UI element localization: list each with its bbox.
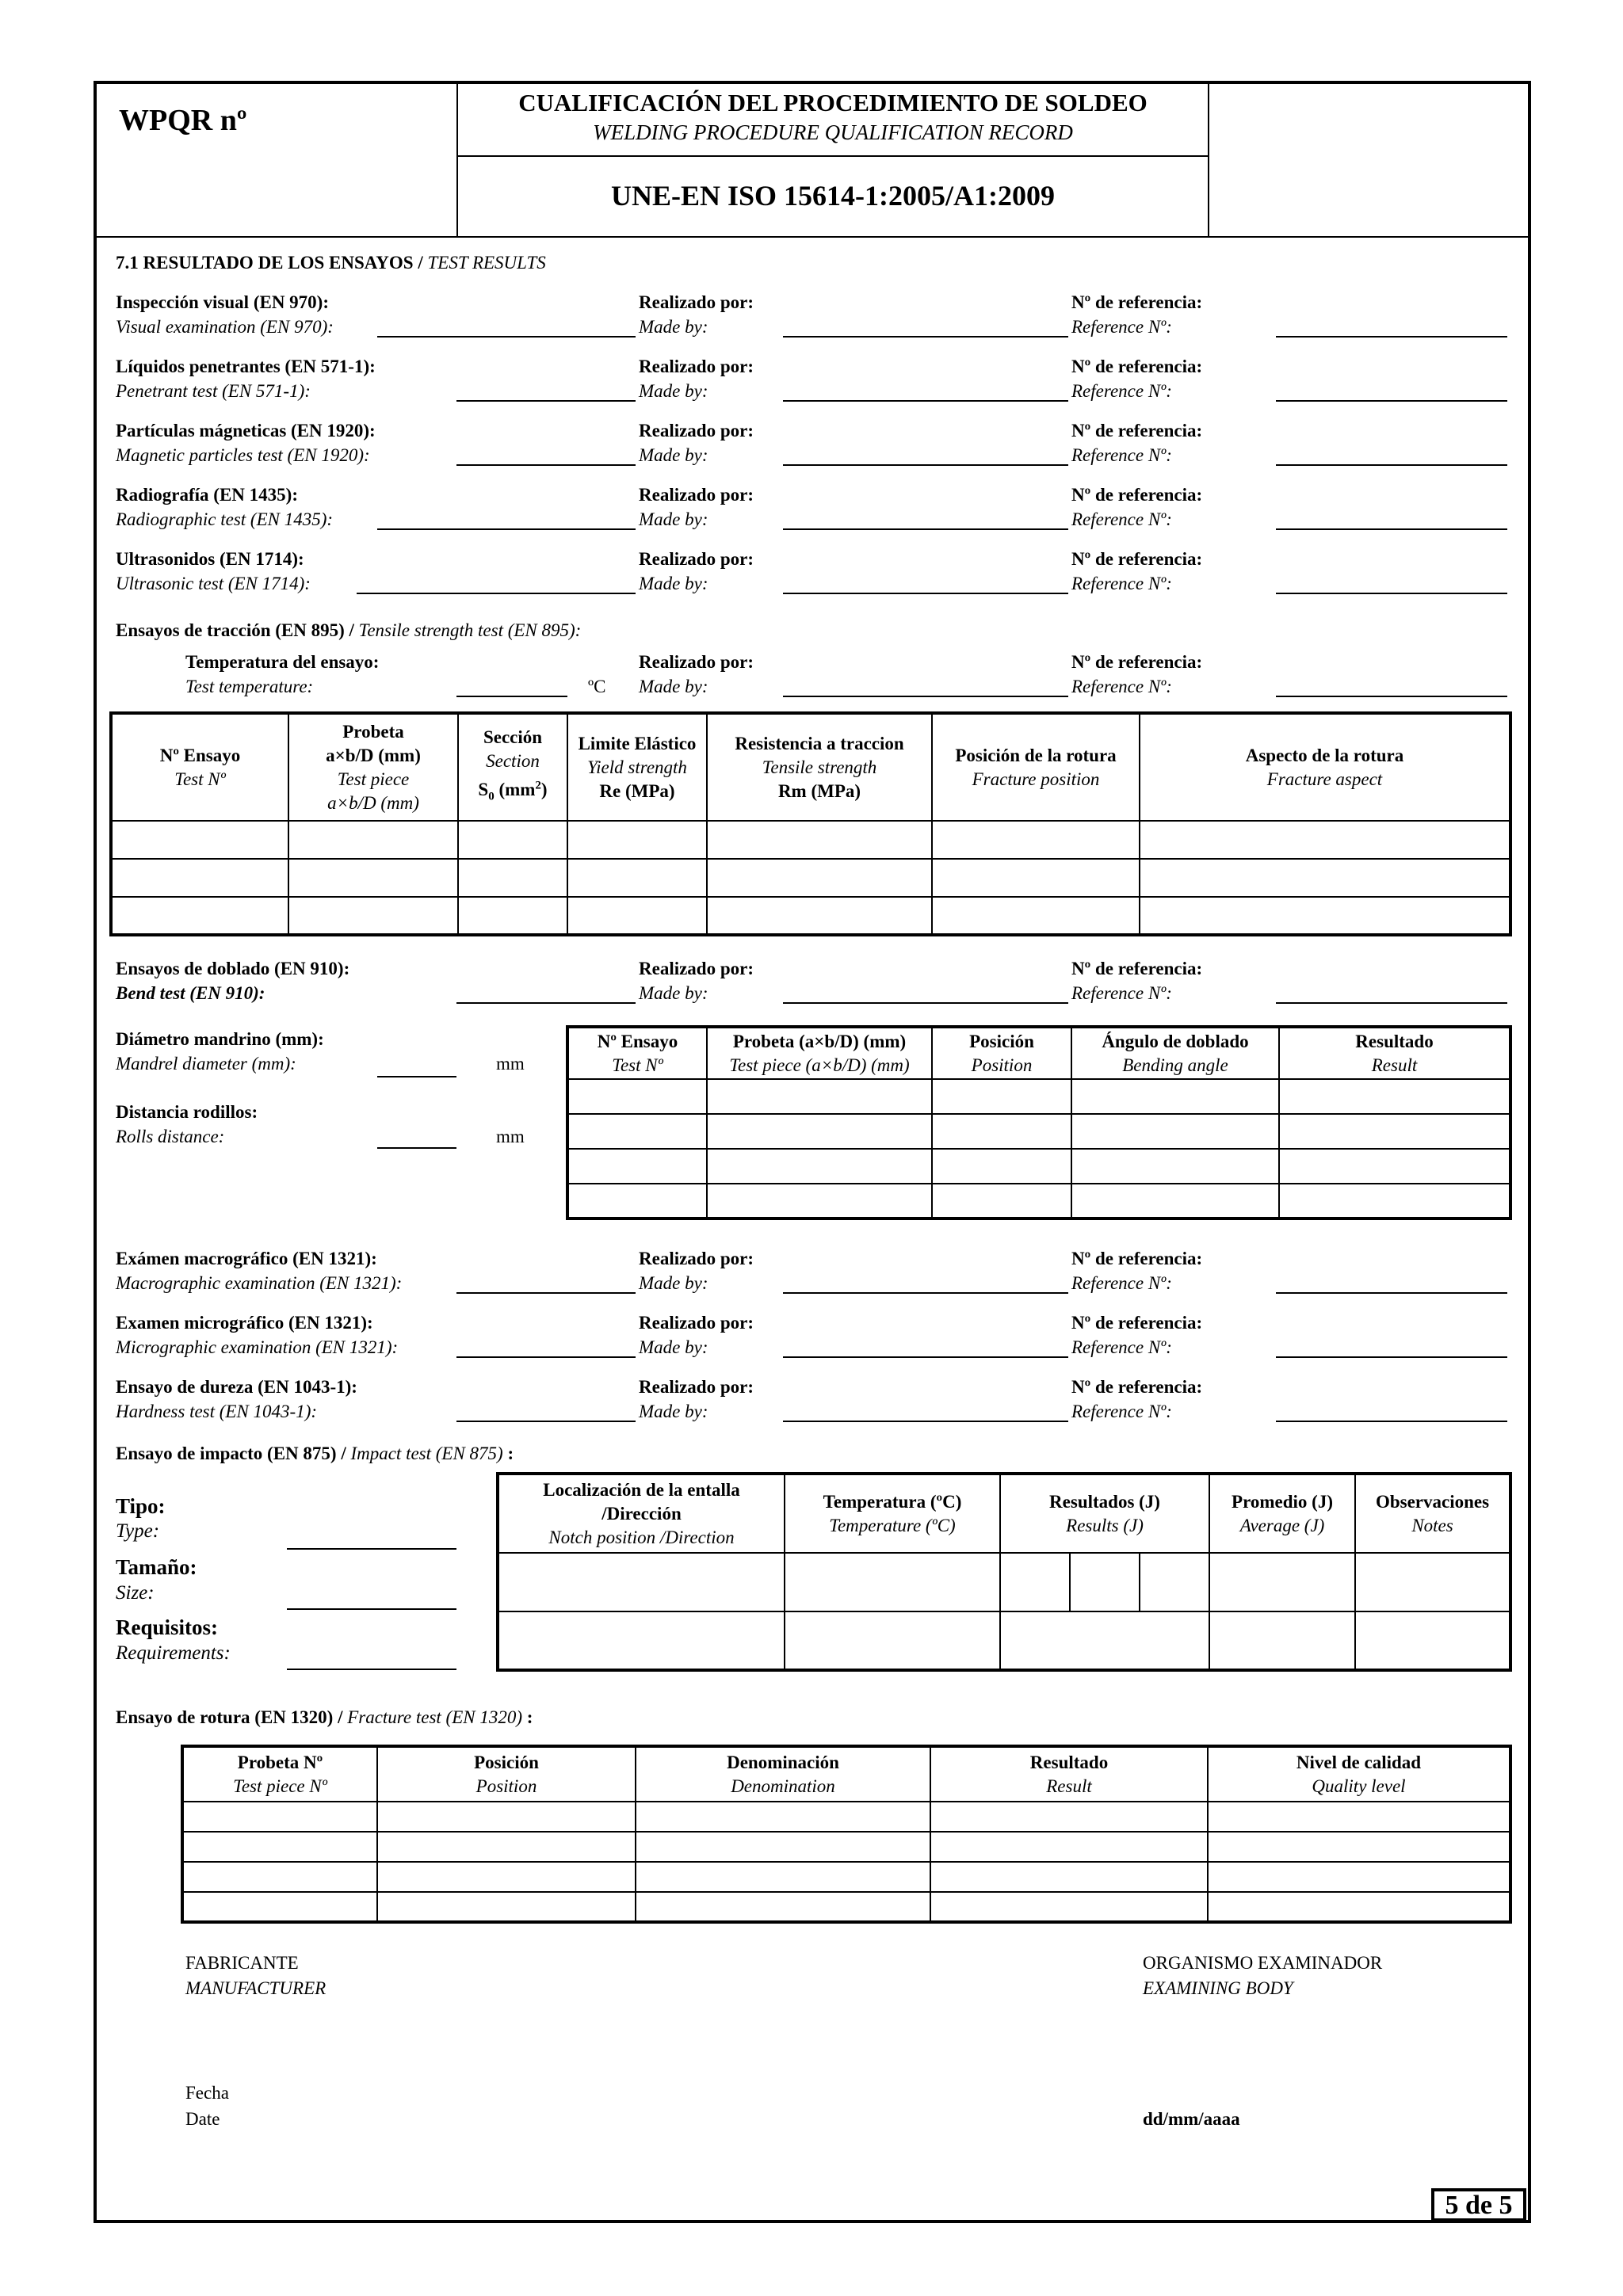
page-number: 5 de 5 [1431,2188,1526,2222]
examiner-en: EXAMINING BODY [1143,1978,1293,1998]
made-by-label-en: Made by: [639,317,708,337]
th-fr-quality: Nivel de calidad Quality level [1208,1746,1510,1802]
made-by-label-en: Made by: [639,509,708,529]
bend-title-en: Bend test (EN 910): [116,983,265,1003]
made-by-label: Realizado por: [639,1313,754,1333]
test-field[interactable] [377,336,636,338]
made-by-field[interactable] [783,400,1068,402]
test-field[interactable] [377,528,636,530]
made-by-label-en: Made by: [639,1337,708,1357]
test-label: Partículas mágneticas (EN 1920): [116,421,376,441]
ref-label: Nº de referencia: [1071,485,1203,505]
made-by-field[interactable] [783,336,1068,338]
impact-table [496,1472,1512,1672]
table-row [567,1149,1510,1184]
th-bend-angle: Ángulo de doblado Bending angle [1071,1027,1279,1079]
fracture-title: Ensayo de rotura (EN 1320) / Fracture test (EN 1320) : [116,1707,533,1727]
ref-field[interactable] [1276,528,1507,530]
made-by-label-en: Made by: [639,677,708,696]
test-label: Exámen macrográfico (EN 1321): [116,1249,377,1268]
impact-type-en: Type: [116,1520,160,1542]
th-fr-position: Posición Position [377,1746,636,1802]
th-fr-denomination: Denominación Denomination [636,1746,930,1802]
th-impact-results: Resultados (J) Results (J) [1000,1474,1209,1553]
table-row [498,1553,1510,1611]
impact-req-field[interactable] [287,1669,456,1670]
manufacturer-es: FABRICANTE [185,1953,299,1973]
examiner-es: ORGANISMO EXAMINADOR [1143,1953,1383,1973]
tensile-temp-es: Temperatura del ensayo: [185,652,380,672]
wpqr-label: WPQR nº [119,104,247,137]
made-by-label-en: Made by: [639,1402,708,1421]
ref-field[interactable] [1276,400,1507,402]
date-format: dd/mm/aaaa [1143,2109,1240,2129]
th-notch: Localización de la entalla /Dirección Notch position /Direction [498,1474,785,1553]
made-by-label-en: Made by: [639,445,708,465]
impact-req-en: Requirements: [116,1642,231,1664]
test-label: Ensayo de dureza (EN 1043-1): [116,1377,357,1397]
bend-ref-field[interactable] [1276,1002,1507,1004]
mandrel-en: Mandrel diameter (mm): [116,1054,296,1074]
tensile-temp-field[interactable] [456,696,567,697]
degc-unit: ºC [588,677,606,696]
th-fr-result: Resultado Result [930,1746,1208,1802]
ref-label-en: Reference Nº: [1071,509,1172,529]
made-by-label: Realizado por: [639,292,754,312]
ref-label-en: Reference Nº: [1071,574,1172,593]
rolls-field[interactable] [377,1147,456,1149]
test-label-en: Micrographic examination (EN 1321): [116,1337,399,1357]
impact-size-es: Tamaño: [116,1555,197,1579]
ref-field[interactable] [1276,593,1507,594]
table-row [111,821,1510,859]
table-row [498,1611,1510,1670]
tensile-temp-en: Test temperature: [185,677,314,696]
impact-title: Ensayo de impacto (EN 875) / Impact test (EN 875) : [116,1444,514,1463]
table-row [182,1862,1510,1892]
ref-label-en: Reference Nº: [1071,677,1172,696]
ref-label-en: Reference Nº: [1071,1337,1172,1357]
mm-unit: mm [496,1054,525,1074]
tensile-made-by-field[interactable] [783,696,1068,697]
ref-label-en: Reference Nº: [1071,1402,1172,1421]
ref-label: Nº de referencia: [1071,959,1203,978]
th-impact-average: Promedio (J) Average (J) [1209,1474,1355,1553]
ref-field[interactable] [1276,1421,1507,1422]
test-label: Radiografía (EN 1435): [116,485,298,505]
title-en: WELDING PROCEDURE QUALIFICATION RECORD [593,120,1073,144]
th-tensile: Resistencia a traccion Tensile strength Rm (MPa) [707,713,932,821]
ref-label-en: Reference Nº: [1071,983,1172,1003]
test-field[interactable] [456,1421,636,1422]
rolls-en: Rolls distance: [116,1127,225,1146]
ref-label: Nº de referencia: [1071,652,1203,672]
table-row [567,1079,1510,1114]
tensile-table [109,711,1512,936]
test-label-en: Radiographic test (EN 1435): [116,509,334,529]
ref-label: Nº de referencia: [1071,357,1203,376]
impact-type-field[interactable] [287,1548,456,1550]
made-by-label: Realizado por: [639,959,754,978]
impact-size-field[interactable] [287,1608,456,1610]
ref-label-en: Reference Nº: [1071,317,1172,337]
test-label: Ultrasonidos (EN 1714): [116,549,304,569]
ref-label: Nº de referencia: [1071,1377,1203,1397]
made-by-label-en: Made by: [639,381,708,401]
test-field[interactable] [456,464,636,466]
bend-field[interactable] [456,1002,636,1004]
test-label-en: Penetrant test (EN 571-1): [116,381,311,401]
mandrel-field[interactable] [377,1076,456,1077]
th-bend-position: Posición Position [932,1027,1071,1079]
mandrel-es: Diámetro mandrino (mm): [116,1029,324,1049]
tensile-title: Ensayos de tracción (EN 895) / Tensile strength test (EN 895): [116,620,582,640]
standard: UNE-EN ISO 15614-1:2005/A1:2009 [610,180,1055,212]
date-en: Date [185,2109,220,2129]
impact-req-es: Requisitos: [116,1615,219,1639]
th-yield: Limite Elástico Yield strength Re (MPa) [567,713,707,821]
test-label-en: Magnetic particles test (EN 1920): [116,445,370,465]
made-by-label: Realizado por: [639,549,754,569]
made-by-label-en: Made by: [639,1273,708,1293]
th-fracture-position: Posición de la rotura Fracture position [932,713,1140,821]
ref-label: Nº de referencia: [1071,1249,1203,1268]
ref-field[interactable] [1276,1292,1507,1294]
made-by-label: Realizado por: [639,652,754,672]
made-by-field[interactable] [783,528,1068,530]
made-by-label: Realizado por: [639,421,754,441]
th-bend-test-no: Nº Ensayo Test Nº [567,1027,707,1079]
header-divider-h [456,155,1208,157]
bend-made-by-field[interactable] [783,1002,1068,1004]
table-row [111,859,1510,897]
th-bend-piece: Probeta (a×b/D) (mm) Test piece (a×b/D) (mm) [707,1027,932,1079]
test-label: Inspección visual (EN 970): [116,292,329,312]
table-row [567,1184,1510,1219]
header-divider-v2 [1208,81,1209,236]
th-impact-temp: Temperatura (ºC) Temperature (ºC) [785,1474,1000,1553]
test-label-en: Macrographic examination (EN 1321): [116,1273,403,1293]
test-label-en: Hardness test (EN 1043-1): [116,1402,318,1421]
header-divider [94,236,1531,238]
fracture-table [181,1745,1512,1924]
tensile-ref-field[interactable] [1276,696,1507,697]
test-field[interactable] [456,1292,636,1294]
ref-label: Nº de referencia: [1071,549,1203,569]
bend-table [566,1025,1512,1220]
ref-field[interactable] [1276,1356,1507,1358]
th-section: Sección Section $S_0$ $(mm^2)$ [458,713,567,821]
test-field[interactable] [456,400,636,402]
bend-title-es: Ensayos de doblado (EN 910): [116,959,350,978]
ref-label-en: Reference Nº: [1071,1273,1172,1293]
manufacturer-en: MANUFACTURER [185,1978,327,1998]
title-es: CUALIFICACIÓN DEL PROCEDIMIENTO DE SOLDEO [518,89,1148,116]
ref-field[interactable] [1276,464,1507,466]
th-impact-notes: Observaciones Notes [1355,1474,1510,1553]
th-fr-piece: Probeta Nº Test piece Nº [182,1746,377,1802]
table-row [567,1114,1510,1149]
table-row [182,1832,1510,1862]
ref-label: Nº de referencia: [1071,1313,1203,1333]
made-by-label: Realizado por: [639,1377,754,1397]
made-by-field[interactable] [783,464,1068,466]
section-title: 7.1 RESULTADO DE LOS ENSAYOS / TEST RESULTS [116,253,546,273]
mm-unit: mm [496,1127,525,1146]
made-by-label-en: Made by: [639,574,708,593]
th-test-piece: Probeta a×b/D (mm) Test piece a×b/D (mm) [288,713,458,821]
test-label: Examen micrográfico (EN 1321): [116,1313,373,1333]
ref-label: Nº de referencia: [1071,292,1203,312]
made-by-field[interactable] [783,1356,1068,1358]
made-by-label: Realizado por: [639,485,754,505]
made-by-field[interactable] [783,1292,1068,1294]
test-field[interactable] [456,1356,636,1358]
th-bend-result: Resultado Result [1279,1027,1510,1079]
th-test-no: Nº Ensayo Test Nº [111,713,288,821]
table-row [182,1802,1510,1832]
ref-label-en: Reference Nº: [1071,445,1172,465]
table-row [111,897,1510,935]
made-by-label: Realizado por: [639,1249,754,1268]
ref-label-en: Reference Nº: [1071,381,1172,401]
impact-size-en: Size: [116,1582,155,1604]
test-label: Líquidos penetrantes (EN 571-1): [116,357,376,376]
ref-label: Nº de referencia: [1071,421,1203,441]
rolls-es: Distancia rodillos: [116,1102,258,1122]
th-fracture-aspect: Aspecto de la rotura Fracture aspect [1140,713,1510,821]
impact-type-es: Tipo: [116,1494,166,1518]
date-es: Fecha [185,2083,229,2103]
made-by-label: Realizado por: [639,357,754,376]
table-row [182,1892,1510,1922]
made-by-label-en: Made by: [639,983,708,1003]
made-by-field[interactable] [783,1421,1068,1422]
test-label-en: Visual examination (EN 970): [116,317,334,337]
test-label-en: Ultrasonic test (EN 1714): [116,574,311,593]
made-by-field[interactable] [783,593,1068,594]
test-field[interactable] [357,593,636,594]
ref-field[interactable] [1276,336,1507,338]
